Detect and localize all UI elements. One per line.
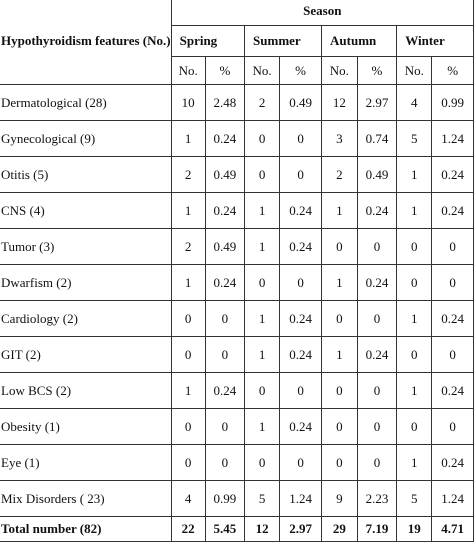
- autumn-pct-cell: 0: [357, 301, 397, 337]
- summer-pct-cell: 0.24: [280, 409, 322, 445]
- summer-pct-header: %: [280, 57, 322, 85]
- spring-pct-cell: 2.48: [205, 85, 244, 121]
- winter-no-cell: 19: [397, 517, 432, 542]
- spring-pct-cell: 0.99: [205, 481, 244, 517]
- spring-no-cell: 1: [171, 373, 205, 409]
- autumn-pct-cell: 0.24: [357, 193, 397, 229]
- table-row: [0, 373, 474, 409]
- summer-pct-cell: 0: [280, 373, 322, 409]
- winter-pct-cell: 0: [432, 265, 474, 301]
- summer-no-cell: 12: [245, 517, 280, 542]
- table-row: [0, 445, 474, 481]
- spring-no-cell: 4: [171, 481, 205, 517]
- autumn-no-cell: 29: [322, 517, 358, 542]
- season-summer-header: Summer: [245, 26, 322, 57]
- autumn-no-cell: 0: [322, 445, 358, 481]
- table-body: [0, 85, 474, 542]
- winter-no-cell: 0: [397, 409, 432, 445]
- summer-no-cell: 5: [245, 481, 280, 517]
- winter-pct-cell: 0.24: [432, 373, 474, 409]
- summer-pct-cell: 0.24: [280, 301, 322, 337]
- autumn-no-cell: 12: [322, 85, 358, 121]
- winter-pct-cell: 0: [432, 409, 474, 445]
- spring-no-cell: 0: [171, 337, 205, 373]
- spring-no-cell: 1: [171, 265, 205, 301]
- table-row: [0, 121, 474, 157]
- spring-pct-cell: 0.24: [205, 121, 244, 157]
- season-winter-header: Winter: [397, 26, 474, 57]
- spring-no-cell: 0: [171, 445, 205, 481]
- season-header: Season: [171, 0, 473, 26]
- spring-no-cell: 1: [171, 121, 205, 157]
- season-spring-header: Spring: [171, 26, 244, 57]
- summer-pct-cell: 0.24: [280, 229, 322, 265]
- autumn-no-cell: 1: [322, 265, 358, 301]
- spring-no-cell: 2: [171, 157, 205, 193]
- table-row: [0, 481, 474, 517]
- summer-no-cell: 1: [245, 301, 280, 337]
- summer-pct-cell: 2.97: [280, 517, 322, 542]
- autumn-pct-cell: 0.74: [357, 121, 397, 157]
- summer-no-cell: 1: [245, 337, 280, 373]
- summer-no-cell: 0: [245, 373, 280, 409]
- table-row: [0, 301, 474, 337]
- winter-no-cell: 1: [397, 445, 432, 481]
- feature-cell: Tumor (3): [0, 229, 171, 265]
- winter-pct-cell: 4.71: [432, 517, 474, 542]
- summer-no-cell: 1: [245, 229, 280, 265]
- autumn-no-cell: 2: [322, 157, 358, 193]
- winter-pct-cell: 0: [432, 229, 474, 265]
- feature-cell: Total number (82): [0, 517, 171, 542]
- spring-pct-cell: 0.24: [205, 373, 244, 409]
- spring-no-cell: 22: [171, 517, 205, 542]
- season-autumn-header: Autumn: [322, 26, 397, 57]
- table-row: [0, 157, 474, 193]
- summer-pct-cell: 0: [280, 265, 322, 301]
- autumn-no-cell: 1: [322, 193, 358, 229]
- winter-pct-cell: 0.24: [432, 157, 474, 193]
- winter-no-cell: 1: [397, 373, 432, 409]
- summer-pct-cell: 0.24: [280, 337, 322, 373]
- feature-cell: GIT (2): [0, 337, 171, 373]
- spring-pct-cell: 0.24: [205, 265, 244, 301]
- autumn-pct-cell: 7.19: [357, 517, 397, 542]
- winter-no-cell: 0: [397, 229, 432, 265]
- autumn-pct-cell: 0.49: [357, 157, 397, 193]
- autumn-no-cell: 0: [322, 301, 358, 337]
- summer-pct-cell: 0: [280, 121, 322, 157]
- winter-no-cell: 1: [397, 193, 432, 229]
- spring-no-cell: 0: [171, 409, 205, 445]
- winter-no-cell: 0: [397, 265, 432, 301]
- summer-no-cell: 0: [245, 121, 280, 157]
- winter-no-cell: 1: [397, 301, 432, 337]
- summer-pct-cell: 0.49: [280, 85, 322, 121]
- feature-cell: Otitis (5): [0, 157, 171, 193]
- winter-no-cell: 5: [397, 121, 432, 157]
- winter-no-cell: 0: [397, 337, 432, 373]
- feature-cell: Gynecological (9): [0, 121, 171, 157]
- table-row: [0, 85, 474, 121]
- spring-pct-cell: 0.49: [205, 229, 244, 265]
- winter-pct-cell: 0: [432, 337, 474, 373]
- spring-pct-cell: 5.45: [205, 517, 244, 542]
- feature-cell: CNS (4): [0, 193, 171, 229]
- autumn-pct-cell: 0.24: [357, 265, 397, 301]
- table-row: [0, 409, 474, 445]
- feature-cell: Cardiology (2): [0, 301, 171, 337]
- autumn-pct-cell: 2.97: [357, 85, 397, 121]
- autumn-pct-cell: 0: [357, 445, 397, 481]
- autumn-pct-cell: 0: [357, 373, 397, 409]
- table-row: [0, 193, 474, 229]
- spring-pct-cell: 0: [205, 337, 244, 373]
- summer-no-cell: 0: [245, 157, 280, 193]
- summer-pct-cell: 0: [280, 445, 322, 481]
- autumn-no-cell: 0: [322, 409, 358, 445]
- winter-pct-cell: 1.24: [432, 121, 474, 157]
- summer-no-cell: 0: [245, 265, 280, 301]
- total-row: [0, 517, 474, 542]
- autumn-no-cell: 1: [322, 337, 358, 373]
- winter-no-header: No.: [397, 57, 432, 85]
- feature-cell: Dermatological (28): [0, 85, 171, 121]
- spring-pct-cell: 0: [205, 409, 244, 445]
- autumn-no-cell: 0: [322, 373, 358, 409]
- summer-no-header: No.: [245, 57, 280, 85]
- spring-pct-cell: 0: [205, 301, 244, 337]
- table-row: [0, 337, 474, 373]
- winter-pct-cell: 0.24: [432, 445, 474, 481]
- winter-pct-header: %: [432, 57, 474, 85]
- winter-pct-cell: 0.24: [432, 301, 474, 337]
- summer-pct-cell: 0: [280, 157, 322, 193]
- feature-cell: Dwarfism (2): [0, 265, 171, 301]
- winter-no-cell: 1: [397, 157, 432, 193]
- spring-pct-cell: 0.24: [205, 193, 244, 229]
- autumn-pct-header: %: [357, 57, 397, 85]
- summer-pct-cell: 0.24: [280, 193, 322, 229]
- autumn-no-cell: 9: [322, 481, 358, 517]
- table-row: [0, 265, 474, 301]
- spring-no-cell: 2: [171, 229, 205, 265]
- summer-no-cell: 1: [245, 409, 280, 445]
- feature-cell: Mix Disorders ( 23): [0, 481, 171, 517]
- spring-no-cell: 1: [171, 193, 205, 229]
- spring-no-cell: 10: [171, 85, 205, 121]
- winter-no-cell: 5: [397, 481, 432, 517]
- summer-no-cell: 2: [245, 85, 280, 121]
- summer-pct-cell: 1.24: [280, 481, 322, 517]
- table-row: [0, 229, 474, 265]
- autumn-pct-cell: 0.24: [357, 337, 397, 373]
- spring-pct-cell: 0.49: [205, 157, 244, 193]
- winter-pct-cell: 1.24: [432, 481, 474, 517]
- feature-cell: Low BCS (2): [0, 373, 171, 409]
- autumn-pct-cell: 2.23: [357, 481, 397, 517]
- feature-cell: Obesity (1): [0, 409, 171, 445]
- spring-no-header: No.: [171, 57, 205, 85]
- summer-no-cell: 1: [245, 193, 280, 229]
- autumn-no-header: No.: [322, 57, 358, 85]
- spring-no-cell: 0: [171, 301, 205, 337]
- winter-pct-cell: 0.24: [432, 193, 474, 229]
- autumn-pct-cell: 0: [357, 409, 397, 445]
- winter-no-cell: 4: [397, 85, 432, 121]
- spring-pct-cell: 0: [205, 445, 244, 481]
- spring-pct-header: %: [205, 57, 244, 85]
- autumn-no-cell: 0: [322, 229, 358, 265]
- feature-cell: Eye (1): [0, 445, 171, 481]
- summer-no-cell: 0: [245, 445, 280, 481]
- autumn-no-cell: 3: [322, 121, 358, 157]
- autumn-pct-cell: 0: [357, 229, 397, 265]
- feature-column-header: Hypothyroidism features (No.): [0, 0, 171, 85]
- winter-pct-cell: 0.99: [432, 85, 474, 121]
